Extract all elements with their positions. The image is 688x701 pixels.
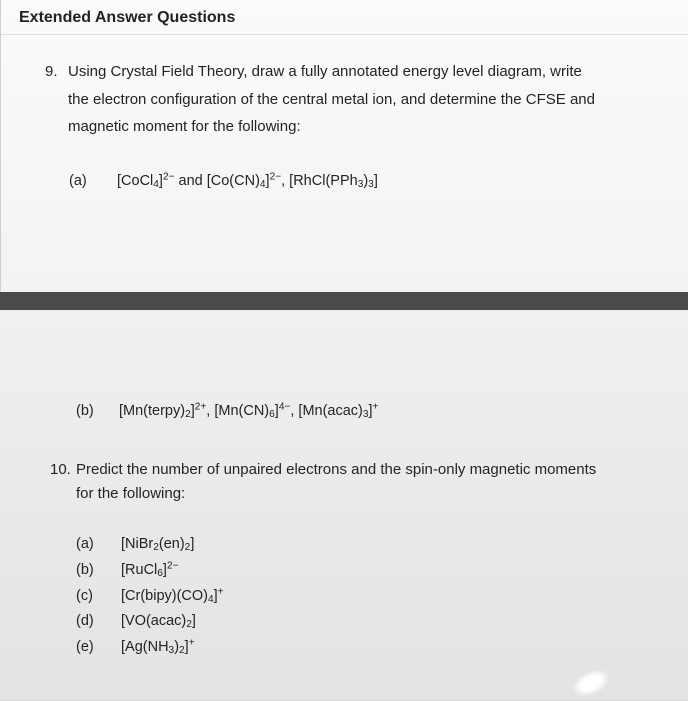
question-10c-label: (c): [76, 588, 93, 604]
question-10d-label: (d): [76, 613, 94, 629]
question-10e-text: $[Ag(NH_3)_2]^+$: [121, 637, 195, 657]
question-9-number: 9.: [45, 63, 58, 80]
question-9a-label: (a): [69, 173, 87, 189]
question-10a-text: $[NiBr_2(en)_2]$: [121, 536, 195, 554]
question-10d-text: $[VO(acac)_2]$: [121, 613, 196, 631]
question-10c-text: $[Cr(bipy)(CO)_4]^+$: [121, 586, 224, 606]
page-lower: [0, 310, 688, 700]
question-10-line-2: for the following:: [76, 485, 186, 502]
question-9-line-3: magnetic moment for the following:: [68, 118, 301, 135]
question-9b-text: $[Mn(terpy)_2]^{2+}$, $[Mn(CN)_6]^{4-}$, $[Mn(acac)_3]^+$: [119, 401, 379, 421]
page-upper: [0, 0, 688, 292]
question-9-line-1: Using Crystal Field Theory, draw a fully annotated energy level diagram, write: [68, 63, 582, 80]
scan-divider: [0, 292, 688, 310]
question-9-line-2: the electron configuration of the central metal ion, and determine the CFSE and: [68, 91, 595, 108]
question-10b-label: (b): [76, 562, 94, 578]
question-10e-label: (e): [76, 639, 94, 655]
question-9a-text: [CoCl$_4$]$^{2-}$ and $[Co(CN)_4]^{2-}$, $[RhCl(PPh_3)_3]$: [117, 171, 378, 191]
question-10b-text: [RuCl$_6$]$^{2-}$: [121, 560, 179, 580]
light-glare: [569, 665, 613, 701]
question-9b-label: (b): [76, 403, 94, 419]
section-header: [1, 0, 688, 35]
section-title: Extended Answer Questions: [19, 9, 236, 26]
question-10-number: 10.: [50, 461, 71, 478]
question-10a-label: (a): [76, 536, 94, 552]
question-10-line-1: Predict the number of unpaired electrons and the spin-only magnetic moments: [76, 461, 597, 478]
